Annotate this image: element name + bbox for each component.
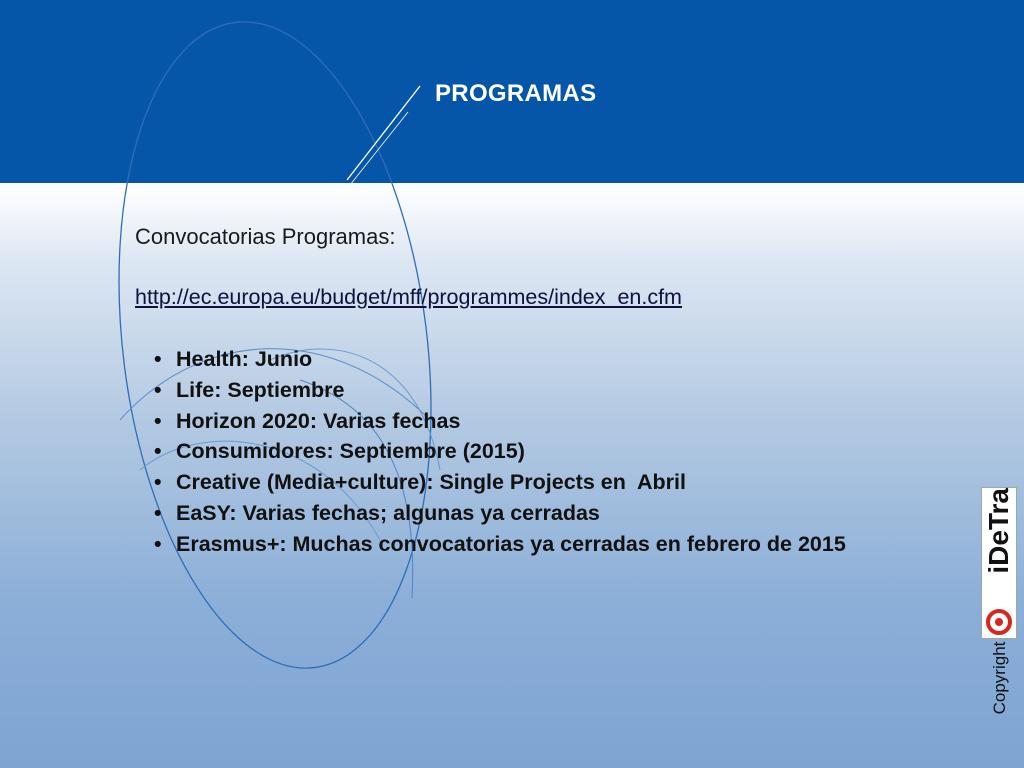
- list-item: • Health: Junio: [153, 344, 953, 375]
- slide-title: PROGRAMAS: [435, 80, 597, 107]
- list-item: • Erasmus+: Muchas convocatorias ya cerradas en febrero de 2015: [153, 529, 953, 560]
- bullet-icon: •: [154, 439, 162, 464]
- bullet-icon: •: [154, 408, 162, 433]
- intro-text: Convocatorias Programas:: [135, 224, 396, 249]
- idetra-logo: [981, 487, 1017, 639]
- list-item: • Creative (Media+culture): Single Projects en Abril: [153, 467, 953, 498]
- bullet-icon: •: [154, 347, 162, 371]
- list-item: • Life: Septiembre: [153, 375, 953, 406]
- bullet-icon: •: [154, 531, 162, 556]
- bullet-icon: •: [154, 470, 162, 495]
- bullet-icon: •: [154, 377, 162, 402]
- bullet-list: [153, 344, 953, 560]
- copyright-label: Copyright: [990, 641, 1009, 715]
- logo-ring-icon: [986, 609, 1012, 635]
- bullet-icon: •: [154, 500, 162, 525]
- list-item: • EaSY: Varias fechas; algunas ya cerradas: [153, 498, 953, 529]
- programmes-link[interactable]: http://ec.europa.eu/budget/mff/programmes/index_en.cfm: [135, 285, 682, 309]
- list-item: • Horizon 2020: Varias fechas: [153, 406, 953, 437]
- list-item: • Consumidores: Septiembre (2015): [153, 436, 953, 467]
- logo-text: iDeTra: [983, 488, 1014, 574]
